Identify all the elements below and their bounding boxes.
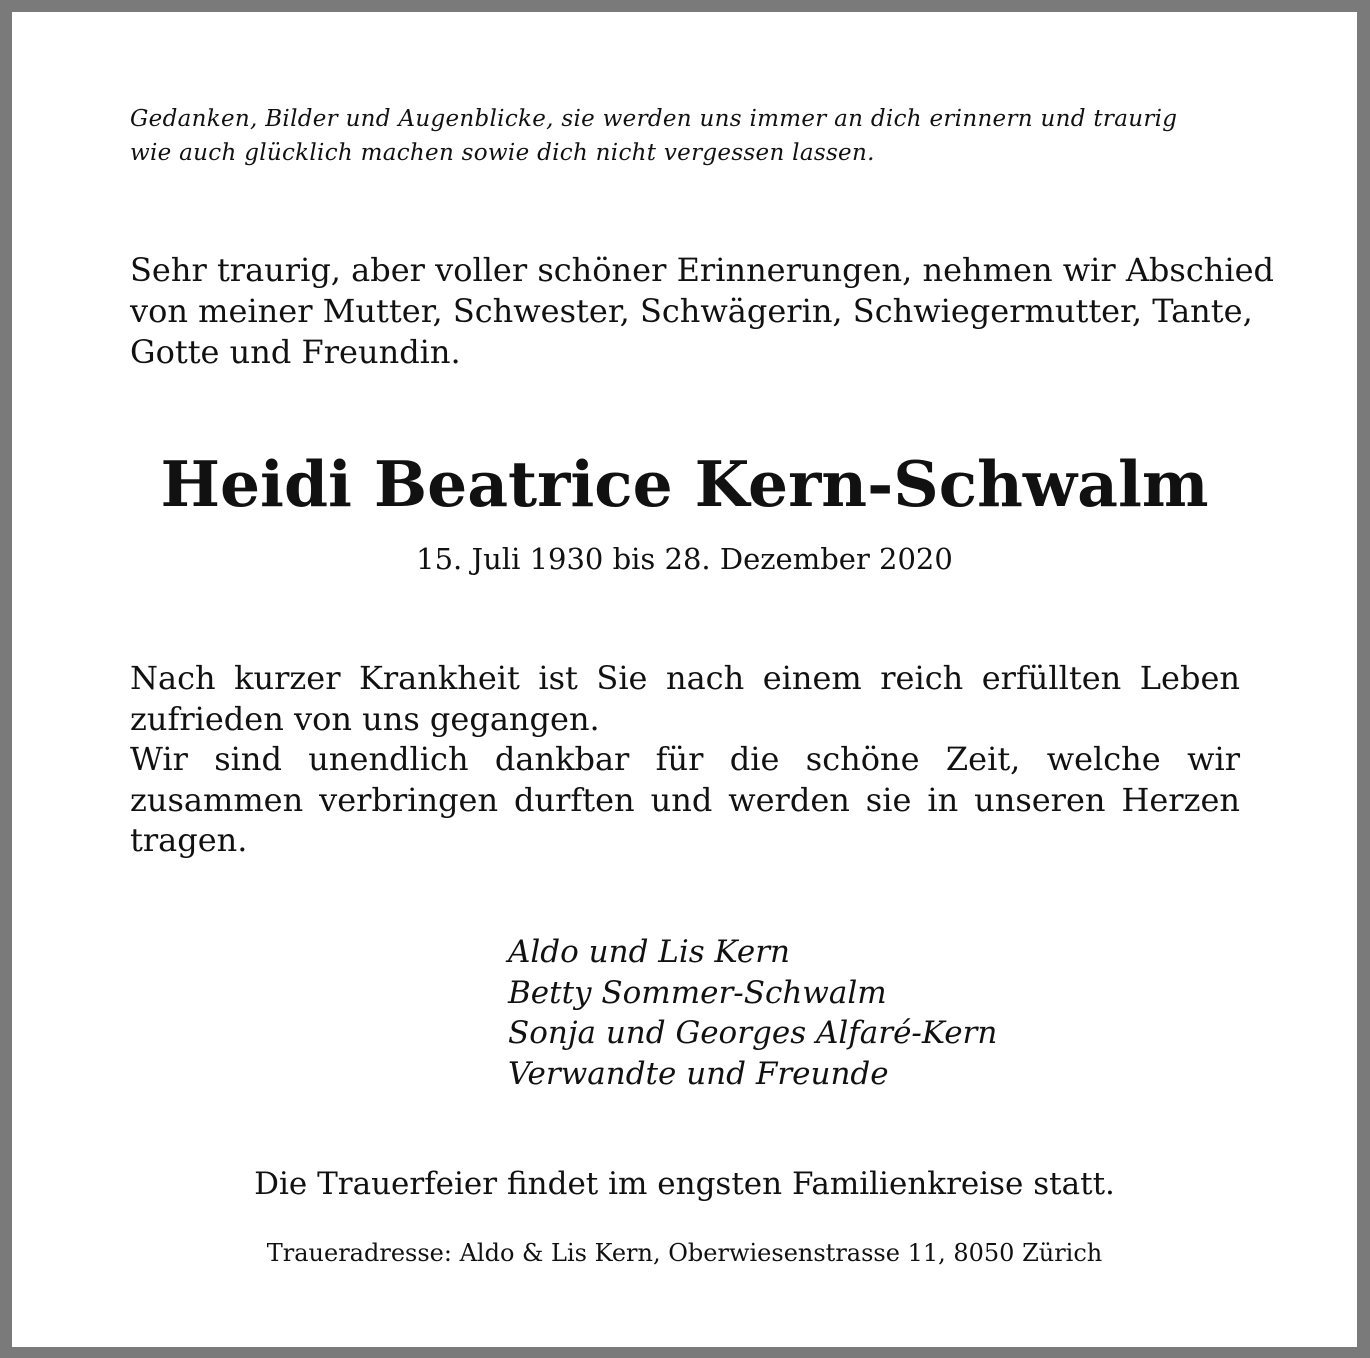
life-dates: 15. Juli 1930 bis 28. Dezember 2020 bbox=[416, 542, 953, 576]
motto-line: Gedanken, Bilder und Augenblicke, sie werden uns immer an dich erinnern und traurig bbox=[130, 106, 1178, 132]
message-paragraph: Nach kurzer Krankheit ist Sie nach einem reich erfüllten Leben zufrieden von uns gegangen. bbox=[130, 659, 1240, 738]
mourner-name: Sonja und Georges Alfaré-Kern bbox=[508, 1015, 998, 1051]
mourner-name: Aldo und Lis Kern bbox=[508, 934, 791, 970]
motto-line: wie auch glücklich machen sowie dich nicht vergessen lassen. bbox=[130, 140, 875, 166]
motto-quote bbox=[130, 102, 1240, 170]
deceased-name: Heidi Beatrice Kern-Schwalm bbox=[160, 447, 1209, 521]
mourner-name: Betty Sommer-Schwalm bbox=[508, 974, 887, 1011]
obituary-notice bbox=[12, 12, 1357, 1347]
mourner-name: Verwandte und Freunde bbox=[508, 1055, 889, 1092]
intro-line: Sehr traurig, aber voller schöner Erinnerungen, nehmen wir Abschied bbox=[130, 251, 1275, 289]
intro-line: Gotte und Freundin. bbox=[130, 333, 461, 371]
ceremony-note: Die Trauerfeier findet im engsten Familienkreise statt. bbox=[254, 1166, 1115, 1202]
mourning-address: Traueradresse: Aldo & Lis Kern, Oberwiesenstrasse 11, 8050 Zürich bbox=[266, 1239, 1103, 1267]
message-text bbox=[130, 658, 1240, 861]
intro-paragraph bbox=[130, 250, 1275, 373]
message-paragraph: Wir sind unendlich dankbar für die schöne Zeit, welche wir zusammen verbringen durften und werden sie in unseren Herzen tragen. bbox=[130, 740, 1240, 859]
mourners-list bbox=[508, 932, 997, 1094]
intro-line: von meiner Mutter, Schwester, Schwägerin, Schwiegermutter, Tante, bbox=[130, 292, 1253, 330]
